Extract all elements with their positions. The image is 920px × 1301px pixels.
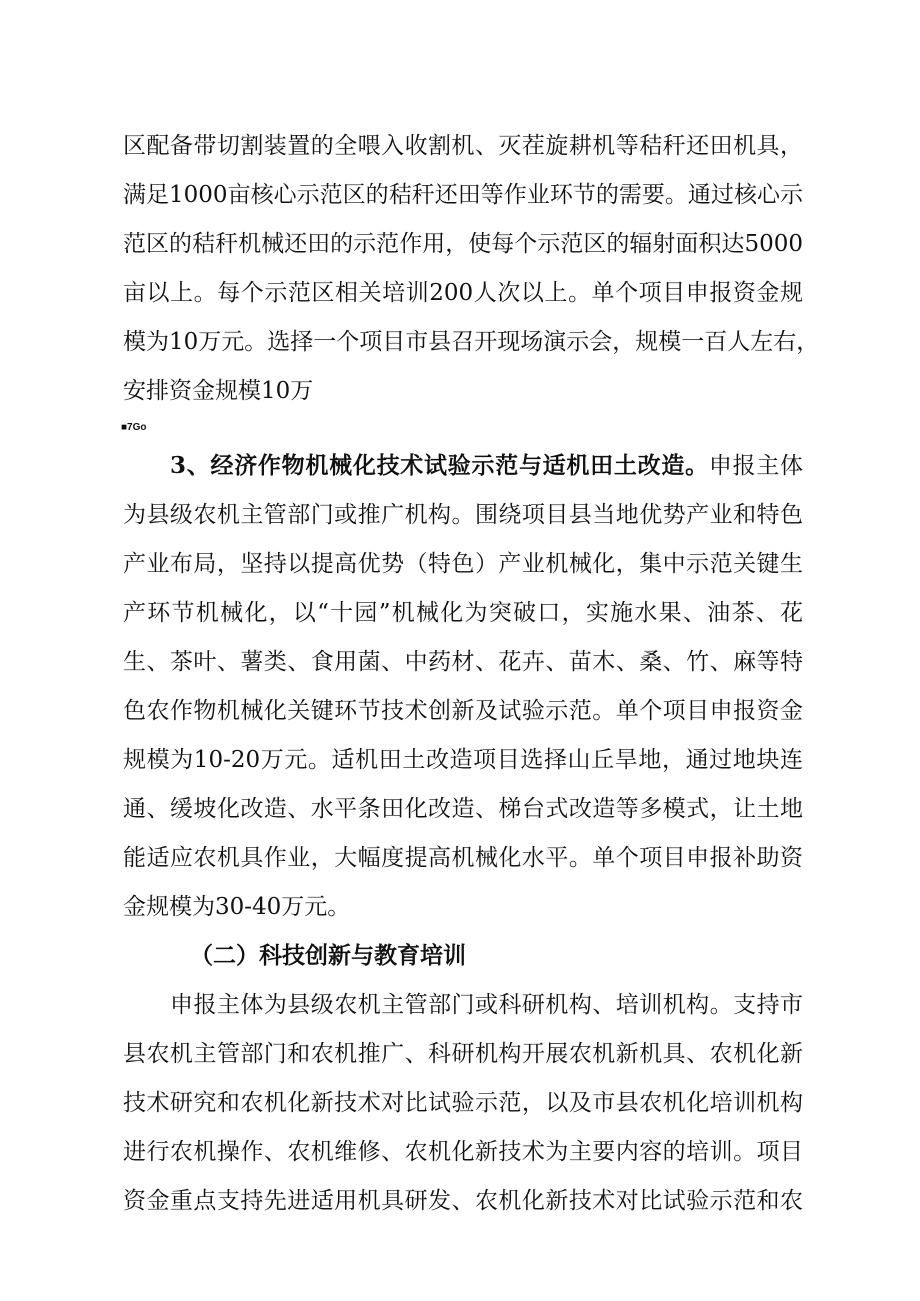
body-text-line: 为县级农机主管部门或推广机构。围绕项目县当地优势产业和特色: [123, 502, 803, 528]
body-text-line: 金规模为30-40万元。: [123, 894, 351, 920]
item-heading-line: [170, 450, 803, 482]
body-text-line: 申报主体为县级农机主管部门或科研机构、培训机构。支持市: [170, 992, 803, 1018]
body-text-line: 亩以上。每个示范区相关培训200人次以上。单个项目申报资金规: [123, 280, 803, 306]
item-heading: 3、经济作物机械化技术试验示范与适机田土改造。: [170, 452, 709, 479]
body-text-line: 技术研究和农机化新技术对比试验示范，以及市县农机化培训机构: [123, 1090, 803, 1116]
body-text-line: 产环节机械化，以“十园”机械化为突破口，实施水果、油茶、花: [123, 600, 803, 626]
body-text-line: 模为10万元。选择一个项目市县召开现场演示会，规模一百人左右，: [123, 329, 820, 355]
section-heading: （二）科技创新与教育培训: [190, 942, 466, 969]
body-text-line: 生、茶叶、薯类、食用菌、中药材、花卉、苗木、桑、竹、麻等特: [123, 649, 803, 675]
body-text-line: 色农作物机械化关键环节技术创新及试验示范。单个项目申报资金: [123, 698, 803, 724]
body-text-line: 满足1000亩核心示范区的秸秆还田等作业环节的需要。通过核心示: [123, 182, 803, 208]
body-text-line: 能适应农机具作业，大幅度提高机械化水平。单个项目申报补助资: [123, 845, 803, 871]
body-text-line: 区配备带切割装置的全喂入收割机、灭茬旋耕机等秸秆还田机具，: [123, 133, 803, 159]
body-text-line: 资金重点支持先进适用机具研发、农机化新技术对比试验示范和农: [123, 1188, 803, 1214]
body-text: 申报主体: [708, 453, 804, 479]
body-text-line: 产业布局，坚持以提高优势（特色）产业机械化，集中示范关键生: [123, 551, 803, 577]
body-text-line: 县农机主管部门和农机推广、科研机构开展农机新机具、农机化新: [123, 1041, 803, 1067]
body-text-line: 规模为10-20万元。适机田土改造项目选择山丘旱地，通过地块连: [123, 747, 803, 773]
body-text-line: 范区的秸秆机械还田的示范作用，使每个示范区的辐射面积达5000: [123, 231, 803, 257]
body-text-line: 进行农机操作、农机维修、农机化新技术为主要内容的培训。项目: [123, 1139, 803, 1165]
body-text-line: 安排资金规模10万: [123, 378, 314, 404]
body-text-line: 通、缓坡化改造、水平条田化改造、梯台式改造等多模式，让土地: [123, 796, 803, 822]
page-marker: ■7Go: [121, 422, 147, 433]
